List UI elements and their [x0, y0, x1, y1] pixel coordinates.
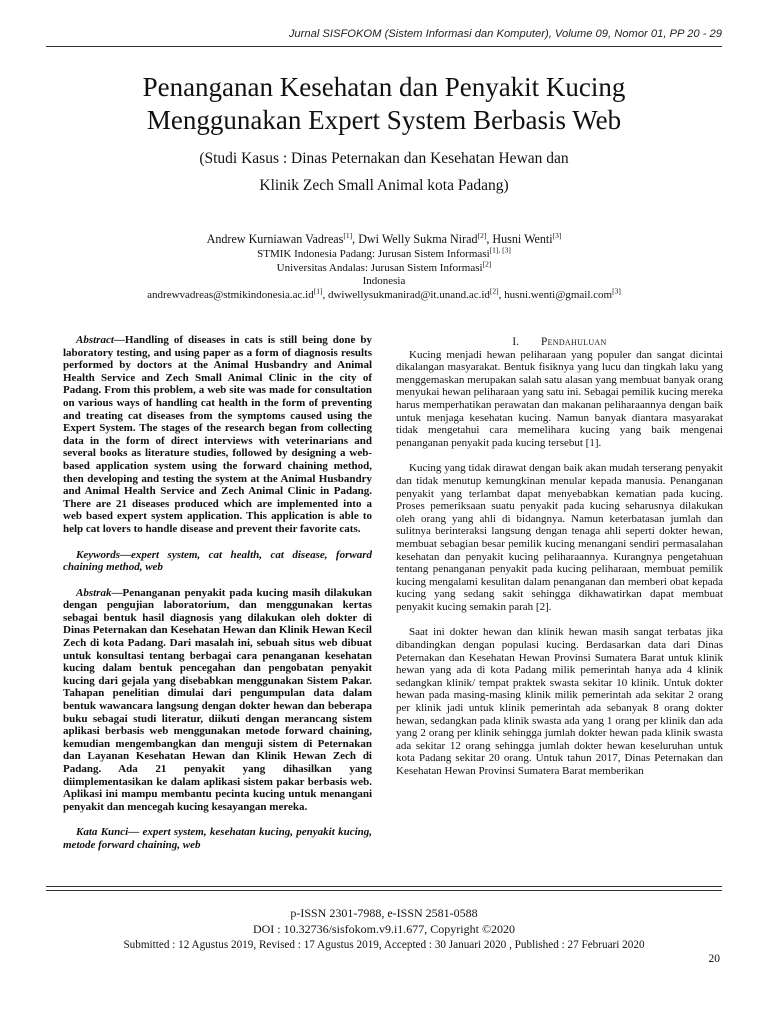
- email-link[interactable]: andrewvadreas@stmikindonesia.ac.id[1]: [147, 286, 323, 301]
- body-paragraph: Kucing menjadi hewan peliharaan yang populer dan sangat dicintai dikalangan masyarakat. Bentuk fisiknya yang lucu dan tingkah laku yang menggemaskan merupakan salah satu alasan yang membuat banyak orang menyukai hewan peliharaan yang satu ini. Sebagai pemilik kucing mereka harus memperhatikan perawatan dan makanan peliharaannya dengan baik untuk menjaga kesehatan kucing. Namun banyak diantara masyarakat tidak mengetahui cara memelihara kucing yang baik mengenai penanganan penyakit pada kucing tersebut [1].: [396, 348, 723, 449]
- author: Husni Wenti[3]: [492, 230, 562, 246]
- author: Andrew Kurniawan Vadreas[1]: [206, 230, 353, 246]
- body-paragraph: Saat ini dokter hewan dan klinik hewan masih sangat terbatas jika dibandingkan dengan populasi kucing. Berdasarkan data dari Dinas Peternakan dan Kesehatan Hewan Provinsi Sumatera Barat untuk klinik hewan yang ada di kota Padang milik pemerintah hanya ada 4 klinik sedangkan klinik/ tempat praktek swasta sekitar 10 klinik. Untuk dokter hewan pada masing-masing klinik milik pemerintah ada sekitar 2 orang per klinik jadi untuk klinik pemerintah ada sebanyak 8 orang dokter hewan, sedangkan pada klinik swasta ada yang 1 orang per klinik dan ada yang 2 orang per klinik sehingga jumlah dokter hewan pada klinik swasta ada sekitar 12 orang sehingga jumlah dokter hewan keseluruhan untuk kota Padang sekitar 20 orang. Untuk tahun 2017, Dinas Peternakan dan Kesehatan Hewan Provinsi Sumatera Barat memberikan: [396, 626, 723, 777]
- title-line-2: Menggunakan Expert System Berbasis Web: [146, 105, 622, 135]
- running-head: Jurnal SISFOKOM (Sistem Informasi dan Komputer), Volume 09, Nomor 01, PP 20 - 29: [288, 28, 722, 40]
- paper-subtitle: [40, 145, 728, 199]
- email-link[interactable]: dwiwellysukmanirad@it.unand.ac.id[2]: [327, 286, 499, 301]
- email-link[interactable]: husni.wenti@gmail.com[3]: [504, 286, 621, 301]
- keywords-english: Keywords—expert system, cat health, cat disease, forward chaining method, web: [63, 548, 372, 574]
- abstract-english: Abstract—Handling of diseases in cats is still being done by laboratory testing, and using paper as a form of diagnosis results performed by doctors at the Animal Husbandry and Animal Health Service and Zech Small Animal Clinic in the city of Padang. From this problem, a web site was made for consultation on various ways of handling cat health in the form of preventing and treating cat diseases from the symptoms caused using the Expert System. The stages of the research began from collecting data in the form of direct interviews with veterinarians and several books as literature studies, followed by designing a web-based application system using the forward chaining method, then developing and testing the system at the Animal Husbandry and Animal Health Service and Zech Animal Clinic in Padang. There are 21 diseases produced which are implemented into a web based expert system application. This application is able to help cat lovers to handle disease and prevent their favorite cats.: [63, 334, 372, 535]
- section-heading: I. Pendahuluan: [512, 336, 607, 348]
- subtitle-line-1: (Studi Kasus : Dinas Peternakan dan Kesehatan Hewan dan: [199, 150, 569, 167]
- right-column: [396, 336, 723, 778]
- header-rule: [46, 46, 722, 47]
- title-line-1: Penanganan Kesehatan dan Penyakit Kucing: [142, 72, 626, 102]
- footer-rule: [46, 886, 722, 887]
- affiliation-2: Universitas Andalas: Jurusan Sistem Informasi[2]: [276, 258, 492, 274]
- author-emails: andrewvadreas@stmikindonesia.ac.id[1], dwiwellysukmanirad@it.unand.ac.id[2], husni.wenti@gmail.com[3]: [147, 286, 621, 301]
- left-column: [63, 334, 372, 852]
- author: Dwi Welly Sukma Nirad[2]: [358, 230, 487, 246]
- affiliations: [20, 245, 748, 302]
- subtitle-line-2: Klinik Zech Small Animal kota Padang): [259, 177, 509, 194]
- author-list: Andrew Kurniawan Vadreas[1], Dwi Welly Sukma Nirad[2], Husni Wenti[3]: [206, 230, 562, 246]
- submission-dates: Submitted : 12 Agustus 2019, Revised : 17 Agustus 2019, Accepted : 30 Januari 2020 , Published : 27 Februari 2020: [123, 939, 645, 951]
- footer-rule: [46, 890, 722, 891]
- paper-title: [40, 71, 728, 137]
- issn-line: p-ISSN 2301-7988, e-ISSN 2581-0588: [290, 906, 478, 920]
- affiliation-country: Indonesia: [362, 275, 406, 288]
- body-paragraph: Kucing yang tidak dirawat dengan baik akan mudah terserang penyakit dan tidak menutup kemungkinan menular kepada manusia. Penanganan penyakit yang terlambat dapat menyebabkan kematian pada kucing. Proses pemeriksaan suatu penyakit pada kucing seharusnya dilakukan oleh orang yang ahli di bidangnya. Namun keterbatasan jumlah dan sulitnya berinteraksi langsung dengan tenaga ahli seperti dokter hewan, membuat sebagian besar pemilik kucing menangani sendiri permasalahan kesehatan dan penyakit kucing peliharaannya. Kurangnya pengetahuan tentang penanganan penyakit pada kucing peliharaan, membuat pemilik kucing mengalami kesulitan dalam penanganan dan memberi obat kepada kucing yang sedang sakit sehingga dikhawatirkan dapat membuat penyakit kucing semakin parah [2].: [396, 462, 723, 613]
- doi-line[interactable]: DOI : 10.32736/sisfokom.v9.i1.677, Copyright ©2020: [252, 922, 516, 936]
- keywords-indonesian: Kata Kunci— expert system, kesehatan kucing, penyakit kucing, metode forward chaining, web: [63, 826, 372, 851]
- page-number: 20: [708, 953, 720, 965]
- abstract-indonesian: Abstrak—Penanganan penyakit pada kucing masih dilakukan dengan pengujian laboratorium, dan menggunakan kertas sebagai bentuk hasil diagnosis yang dilakukan oleh dokter di Dinas Peternakan dan Kesehatan Hewan dan Klinik Hewan Kecil Zech di kota Padang. Dari masalah ini, sebuah situs web dibuat untuk konsultasi tentang berbagai cara penanganan kesehatan kucing dalam bentuk pencegahan dan pengobatan penyakit kucing dari gejala yang disebabkan menggunakan Sistem Pakar. Tahapan penelitian dimulai dari pengumpulan data dalam bentuk wawancara langsung dengan dokter hewan dan beberapa buku sebagai studi literatur, diikuti dengan merancang sistem aplikasi berbasis web menggunakan metode forward chaining, kemudian mengembangkan dan menguji sistem di Peternakan dan Layanan Kesehatan Hewan dan Klinik Hewan Zech di Padang. Ada 21 penyakit yang dihasilkan yang diimplementasikan ke dalam aplikasi sistem pakar berbasis web. Aplikasi ini mampu membantu pecinta kucing untuk menangani penyakit dan mencegah kucing kesayangan mereka.: [63, 586, 372, 813]
- affiliation-1: STMIK Indonesia Padang: Jurusan Sistem Informasi[1], [3]: [257, 245, 511, 260]
